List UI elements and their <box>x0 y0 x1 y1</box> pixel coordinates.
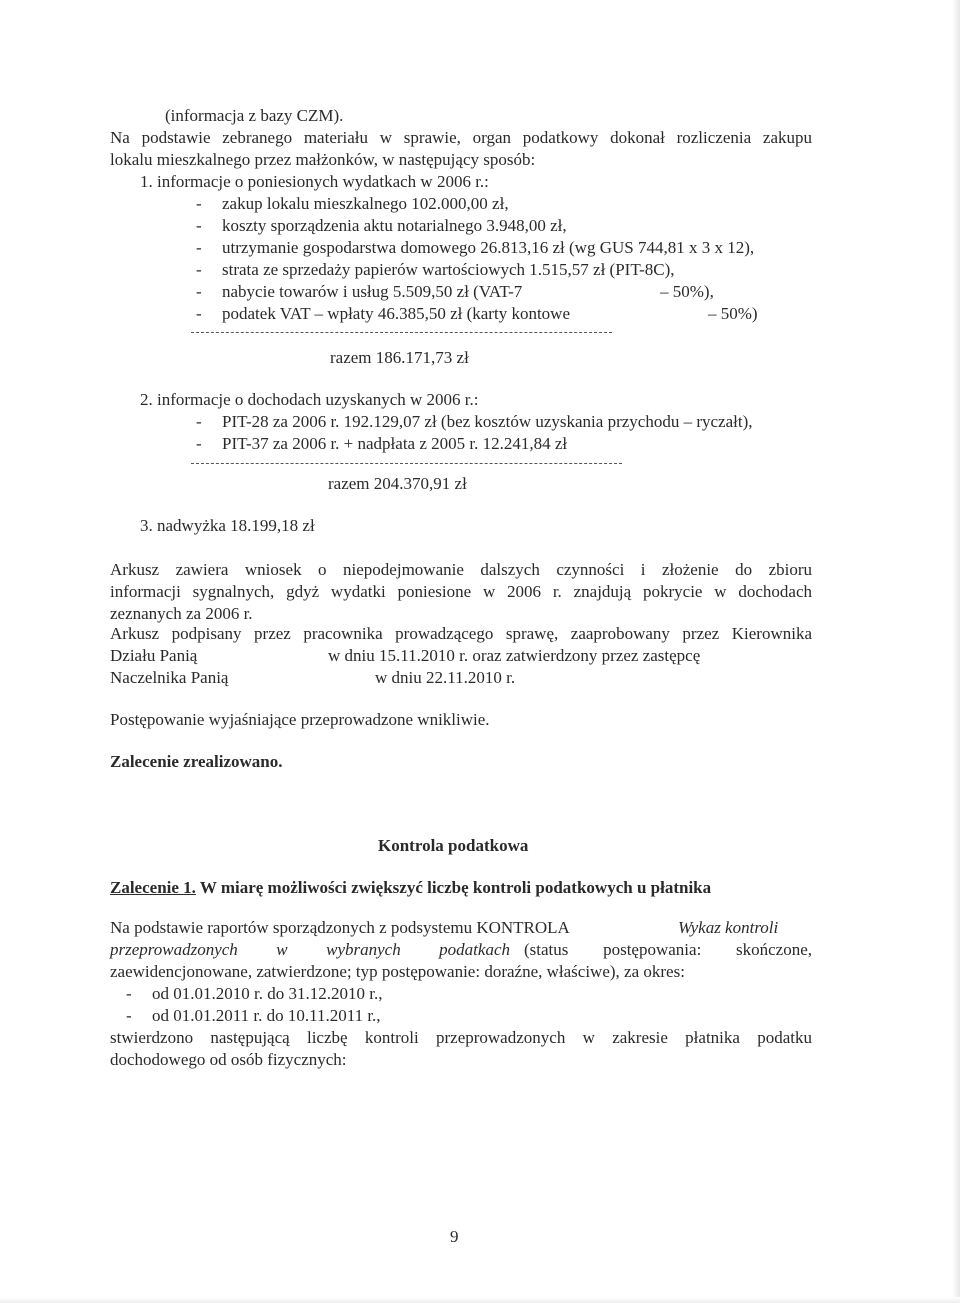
scan-bottom-shadow <box>0 1297 960 1303</box>
paragraph-line: Naczelnika Panią <box>110 668 229 687</box>
list-item: - zakup lokalu mieszkalnego 102.000,00 zł, <box>196 194 509 213</box>
section1-total: razem 186.171,73 zł <box>330 348 469 367</box>
paragraph-line: zeznanych za 2006 r. <box>110 604 253 623</box>
section3-text: 3. nadwyżka 18.199,18 zł <box>140 516 315 535</box>
list-item: - PIT-37 za 2006 r. + nadpłata z 2005 r. 12.241,84 zł <box>196 434 568 453</box>
paragraph-line: Na podstawie raportów sporządzonych z podsystemu KONTROLA <box>110 918 570 937</box>
intro-line: lokalu mieszkalnego przez małżonków, w następujący sposób: <box>110 150 536 169</box>
paragraph-line: Postępowanie wyjaśniające przeprowadzone wnikliwie. <box>110 710 490 729</box>
list-item: - strata ze sprzedaży papierów wartościowych 1.515,57 zł (PIT-8C), <box>196 260 675 279</box>
paragraph-line: zaewidencjonowane, zatwierdzone; typ postępowanie: doraźne, właściwe), za okres: <box>110 962 685 981</box>
list-item: - nabycie towarów i usług 5.509,50 zł (VAT-7 <box>196 282 523 301</box>
paragraph-line: informacji sygnalnych, gdyż wydatki poniesione w 2006 r. znajdują pokrycie w dochodach <box>110 582 812 601</box>
paragraph-line: przeprowadzonych w wybranych podatkach <box>110 940 510 959</box>
zalecenie-heading: Zalecenie 1. W miarę możliwości zwiększyć liczbę kontroli podatkowych u płatnika <box>110 878 712 897</box>
divider <box>191 463 622 464</box>
section1-heading: 1. informacje o poniesionych wydatkach w 2006 r.: <box>140 172 489 191</box>
section2-total: razem 204.370,91 zł <box>328 474 467 493</box>
list-item: - od 01.01.2010 r. do 31.12.2010 r., <box>126 984 383 1003</box>
paragraph-line: (status postępowania: skończone, <box>524 940 812 959</box>
list-item-tail: – 50%), <box>660 282 714 301</box>
intro-line: Na podstawie zebranego materiału w sprawie, organ podatkowy dokonał rozliczenia zakupu <box>110 128 812 147</box>
intro-line: (informacja z bazy CZM). <box>165 106 344 125</box>
section2-heading: 2. informacje o dochodach uzyskanych w 2006 r.: <box>140 390 479 409</box>
divider <box>191 332 612 333</box>
scan-edge-shadow <box>952 0 960 1303</box>
list-item: - koszty sporządzenia aktu notarialnego 3.948,00 zł, <box>196 216 567 235</box>
list-item: - od 01.01.2011 r. do 10.11.2011 r., <box>126 1006 381 1025</box>
paragraph-line: Arkusz podpisany przez pracownika prowadzącego sprawę, zaaprobowany przez Kierownika <box>110 624 812 643</box>
list-item: - PIT-28 za 2006 r. 192.129,07 zł (bez kosztów uzyskania przychodu – ryczałt), <box>196 412 753 431</box>
paragraph-line: dochodowego od osób fizycznych: <box>110 1050 347 1069</box>
zalecenie-status: Zalecenie zrealizowano. <box>110 752 283 771</box>
paragraph-line: Działu Panią <box>110 646 198 665</box>
page-number: 9 <box>450 1227 459 1246</box>
paragraph-line: w dniu 15.11.2010 r. oraz zatwierdzony przez zastępcę <box>328 646 701 665</box>
paragraph-line: Arkusz zawiera wniosek o niepodejmowanie dalszych czynności i złożenie do zbioru <box>110 560 812 579</box>
paragraph-line: w dniu 22.11.2010 r. <box>375 668 516 687</box>
section-title: Kontrola podatkowa <box>378 836 529 855</box>
list-item: - podatek VAT – wpłaty 46.385,50 zł (karty kontowe <box>196 304 570 323</box>
paragraph-line: stwierdzono następującą liczbę kontroli przeprowadzonych w zakresie płatnika podatku <box>110 1028 812 1047</box>
paragraph-line: Wykaz kontroli <box>678 918 779 937</box>
list-item: - utrzymanie gospodarstwa domowego 26.813,16 zł (wg GUS 744,81 x 3 x 12), <box>196 238 755 257</box>
list-item-tail: – 50%) <box>708 304 758 323</box>
